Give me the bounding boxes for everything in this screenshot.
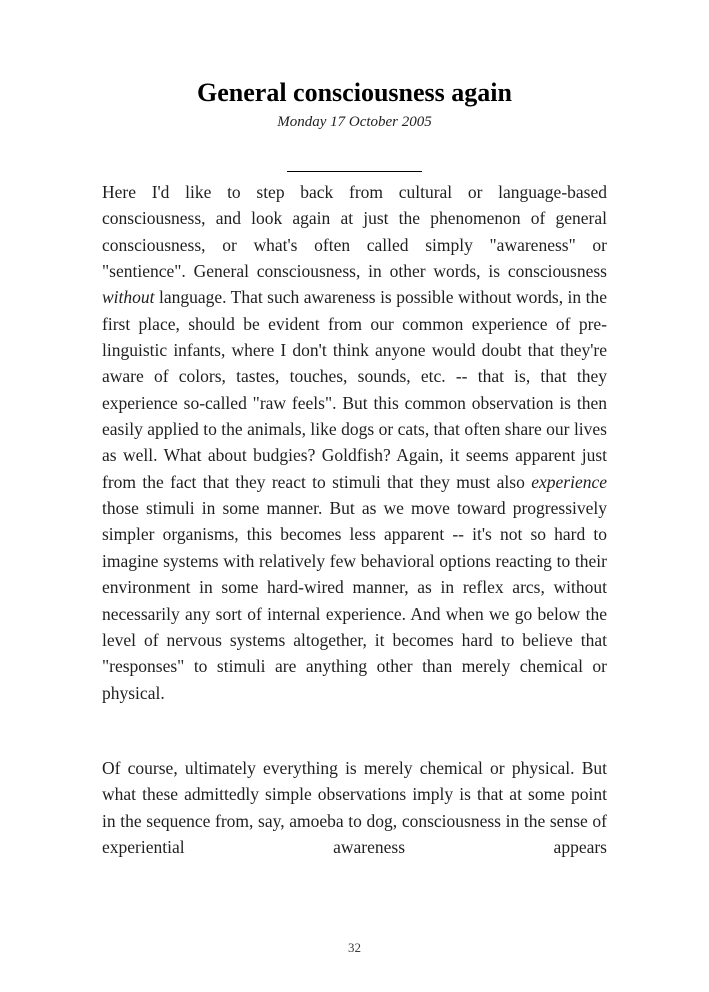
italic-text-run: experience	[531, 471, 607, 492]
text-run: Here I'd like to step back from cultural or language-based consciousness, and look again at just the phenomenon of general consciousness, or what's often called simply "awareness" or "sentience". General consciousness, in other words, is consciousness	[102, 182, 607, 282]
text-run: those stimuli in some manner. But as we move toward progressively simpler organisms, this becomes less apparent -- it's not so hard to imagine systems with relatively few behavioral options reacting to their environment in some hard-wired manner, as in reflex arcs, without necessarily any sort of internal experience. And when we go below the level of nervous systems altogether, it becomes hard to believe that "responses" to stimuli are anything other than merely chemical or physical.	[102, 498, 607, 703]
document-header	[0, 0, 709, 132]
page-number: 32	[348, 940, 361, 955]
italic-text-run: without	[102, 287, 155, 308]
article-body	[102, 179, 607, 860]
text-run: Of course, ultimately everything is merely chemical or physical. But what these admittedly simple observations imply is that at some point in the sequence from, say, amoeba to dog, consciousness in the sense of experiential awareness appears	[102, 757, 607, 857]
title-divider-rule	[287, 171, 422, 172]
paragraph-1	[102, 179, 607, 706]
text-run: language. That such awareness is possible without words, in the first place, should be evident from our common experience of pre-linguistic infants, where I don't think anyone would doubt that they're aware of colors, tastes, touches, sounds, etc. -- that is, that they experience so-called "raw feels". But this common observation is then easily applied to the animals, like dogs or cats, that often share our lives as well. What about budgies? Goldfish? Again, it seems apparent just from the fact that they react to stimuli that they must also	[102, 287, 607, 492]
post-date: Monday 17 October 2005	[277, 114, 432, 130]
paragraph-2	[102, 755, 607, 860]
page-title: General consciousness again	[197, 78, 512, 107]
